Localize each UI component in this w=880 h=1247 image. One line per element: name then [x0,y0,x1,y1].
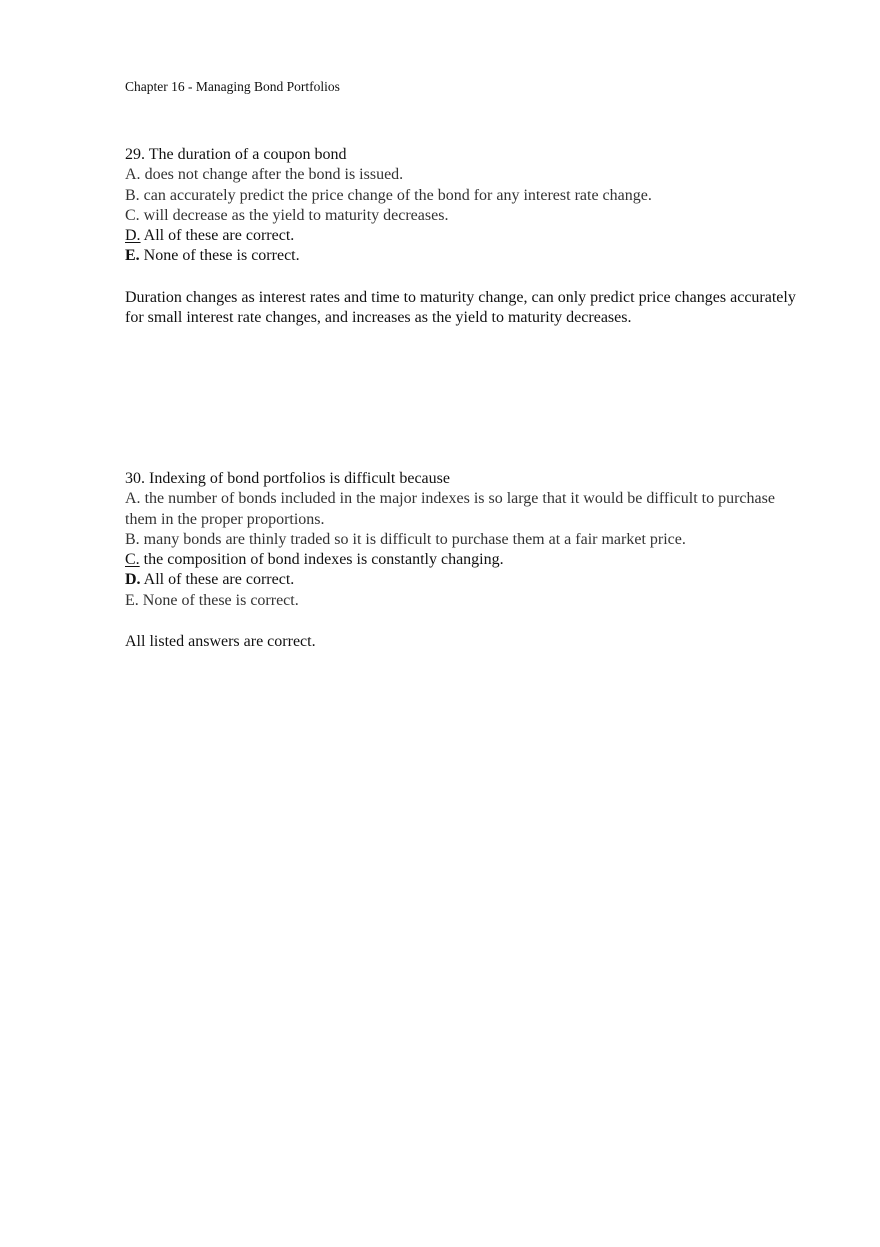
question-29-explanation: Duration changes as interest rates and time to maturity change, can only predict price changes accurately for small interest rate changes, and increases as the yield to maturity decreases. [125,288,796,327]
option-letter: A. [125,490,141,508]
option-letter-correct: D. [125,571,141,589]
question-29-option-b [125,186,805,206]
option-text: can accurately predict the price change of the bond for any interest rate change. [139,186,652,204]
option-text: does not change after the bond is issued. [140,166,404,184]
option-text: None of these is correct. [139,247,300,265]
option-letter: B. [125,530,140,548]
option-text: None of these is correct. [138,591,299,609]
question-30-stem: 30. Indexing of bond portfolios is difficult because [125,470,450,487]
option-letter: A. [125,166,141,184]
option-text: many bonds are thinly traded so it is difficult to purchase them at a fair market price. [139,530,686,548]
question-30-option-a [125,489,805,530]
question-30-option-b [125,530,805,550]
question-29-option-c [125,206,805,226]
option-text: All of these are correct. [140,227,295,245]
question-29-stem: 29. The duration of a coupon bond [125,146,347,163]
question-30-option-d [125,570,805,590]
option-letter-underlined: D. [125,227,141,245]
question-30-option-c [125,550,805,570]
option-text: the composition of bond indexes is constantly changing. [139,551,504,569]
option-letter-correct: E. [125,247,140,265]
option-letter: E. [125,591,139,609]
option-text: the number of bonds included in the major indexes is so large that it would be difficult to purchase them in the proper proportions. [125,490,775,528]
page-header: Chapter 16 - Managing Bond Portfolios [125,79,340,94]
question-29-option-e [125,246,805,266]
question-29-option-a [125,165,805,185]
option-text: will decrease as the yield to maturity decreases. [139,206,449,224]
option-letter: B. [125,186,140,204]
question-30-option-e [125,591,805,611]
option-letter: C. [125,206,140,224]
option-text: All of these are correct. [140,571,295,589]
question-30 [125,469,805,652]
question-29-option-d [125,226,805,246]
question-30-explanation: All listed answers are correct. [125,633,316,651]
question-29 [125,145,805,328]
option-letter-underlined: C. [125,551,140,569]
